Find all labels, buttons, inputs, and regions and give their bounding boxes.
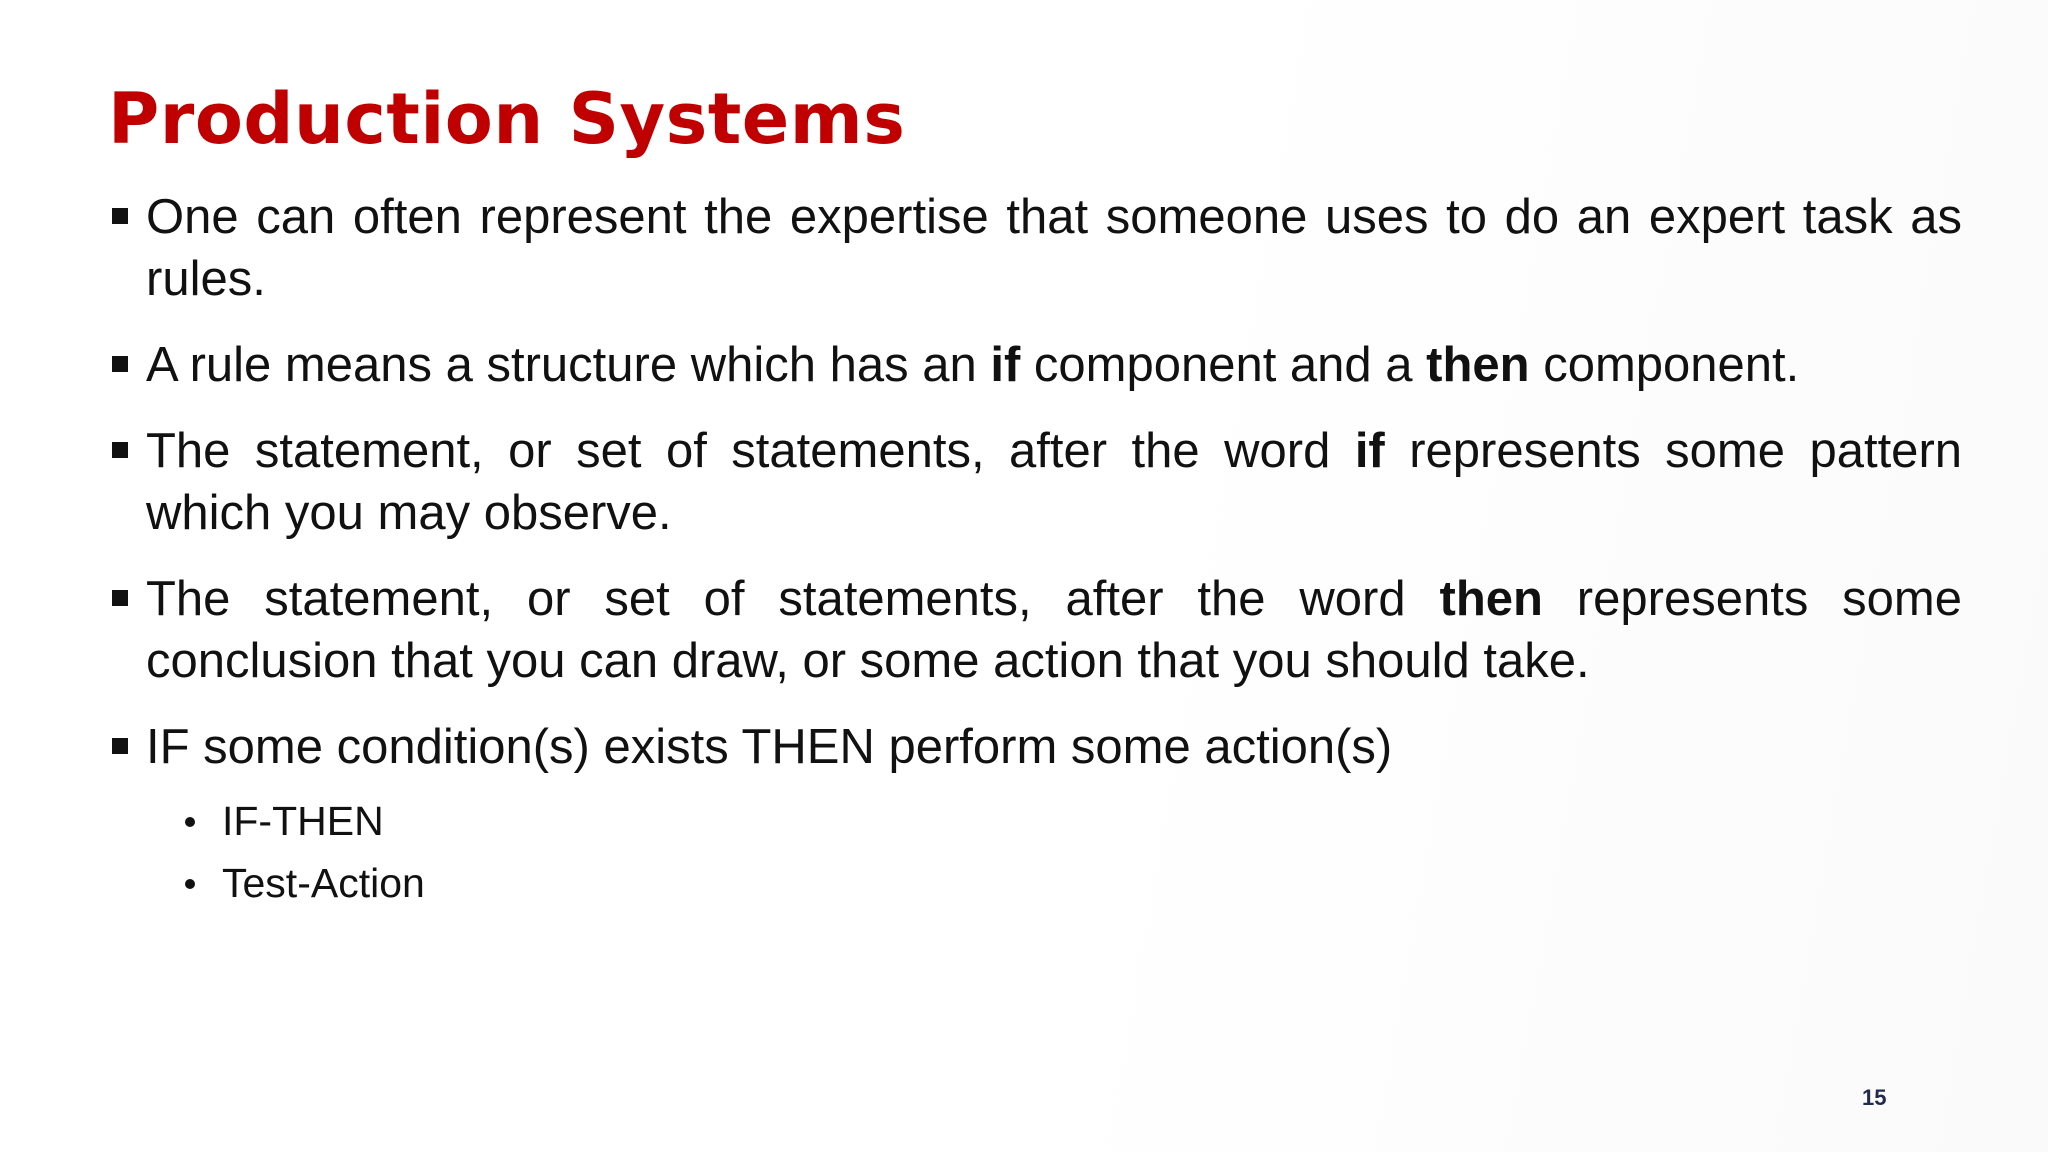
bullet-text-part: component. (1529, 338, 1800, 392)
sub-bullet-text: IF-THEN (222, 798, 384, 844)
bullet-item-2 (108, 334, 1962, 396)
bullet-item-5 (108, 716, 1962, 778)
bullet-text-part: represents some conclusion that you can draw, or some action that you should take. (146, 572, 1963, 688)
round-bullet-icon (185, 817, 195, 827)
square-bullet-icon (112, 208, 128, 224)
bullet-list (108, 186, 1962, 914)
sub-bullet-item (108, 790, 1962, 852)
slide-title: Production Systems (108, 78, 906, 160)
square-bullet-icon (112, 442, 128, 458)
bold-keyword-if: if (990, 338, 1021, 392)
bullet-item-1 (108, 186, 1962, 310)
square-bullet-icon (112, 590, 128, 606)
round-bullet-icon (185, 879, 195, 889)
sub-bullet-text: Test-Action (222, 860, 425, 906)
bullet-text-part: The statement, or set of statements, after the word (146, 572, 1440, 626)
bullet-text: IF some condition(s) exists THEN perform some action(s) (146, 720, 1393, 774)
square-bullet-icon (112, 356, 128, 372)
bold-keyword-if: if (1354, 424, 1385, 478)
bold-keyword-then: then (1426, 338, 1530, 392)
sub-bullet-list (108, 790, 1962, 914)
bullet-text: One can often represent the expertise that someone uses to do an expert task as rules. (146, 190, 1962, 306)
bullet-text-part: A rule means a structure which has an (146, 338, 991, 392)
bold-keyword-then: then (1439, 572, 1543, 626)
bullet-item-4 (108, 568, 1962, 692)
square-bullet-icon (112, 738, 128, 754)
bullet-text-part: component and a (1020, 338, 1427, 392)
bullet-text-part: The statement, or set of statements, after the word (146, 424, 1355, 478)
sub-bullet-item (108, 852, 1962, 914)
sub-list-container (108, 790, 1962, 914)
bullet-text-part: represents some pattern which you may observe. (146, 424, 1963, 540)
page-number: 15 (1862, 1085, 1887, 1110)
bullet-item-3 (108, 420, 1962, 544)
